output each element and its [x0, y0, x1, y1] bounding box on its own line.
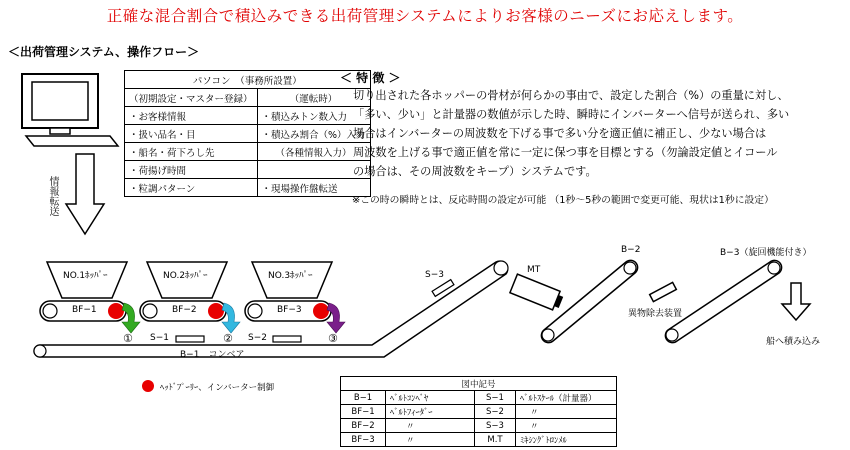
- feeder-label: BF−3: [277, 305, 302, 315]
- discharge-arrow-1: [122, 303, 140, 333]
- mixing-trommel: [510, 274, 565, 312]
- discharge-arrow-3: [327, 303, 345, 333]
- legend-cell: ﾍﾞﾙﾄｺﾝﾍﾞﾔ: [386, 391, 475, 405]
- feeder-label: BF−1: [72, 305, 97, 315]
- legend-cell: 〃: [386, 419, 475, 433]
- pc-table-cell: ・お客様情報: [125, 107, 258, 125]
- features-note: ※この時の瞬時とは、反応時間の設定が可能 （1秒～5秒の範囲で変更可能、現状は1秒に設定）: [352, 195, 774, 206]
- legend-cell: M.T: [475, 433, 516, 447]
- feeder-number: ①: [123, 332, 133, 345]
- discharge-arrow-2: [222, 303, 240, 333]
- legend-cell: 〃: [386, 433, 475, 447]
- pc-table-col2-header: （運転時）: [257, 89, 370, 107]
- head-pulley-2: [208, 303, 224, 319]
- info-transfer-label: 情報転送: [47, 176, 58, 216]
- feeder-label: BF−2: [172, 305, 197, 315]
- pc-table-cell: ・扱い品名・目: [125, 125, 258, 143]
- pc-table-cell: ・荷揚げ時間: [125, 161, 258, 179]
- legend-cell: BF−3: [341, 433, 386, 447]
- pc-table-cell: （各種情報入力）: [257, 143, 370, 161]
- ship-loading-label: 船へ積み込み: [766, 337, 821, 347]
- legend-cell: S−1: [475, 391, 516, 405]
- pc-table-cell: ・粒調パターン: [125, 179, 258, 197]
- hopper-label: NO.2ﾎｯﾊﾟｰ: [163, 271, 208, 281]
- legend-cell: ﾍﾞﾙﾄｽｹｰﾙ（計量器）: [516, 391, 617, 405]
- scale-label: S−3: [425, 270, 444, 280]
- foreign-matter-remover: [650, 282, 677, 301]
- scale-s1: [176, 336, 204, 342]
- pulley-legend-dot: [142, 380, 154, 392]
- b3-label: B−3（旋回機能付き）: [720, 248, 812, 258]
- legend-cell: 〃: [516, 419, 617, 433]
- hopper-label: NO.1ﾎｯﾊﾟｰ: [63, 271, 108, 281]
- legend-header: 図中記号: [341, 377, 617, 391]
- pc-table-cell: ・現場操作盤転送: [257, 179, 370, 197]
- page-title: 正確な混合割合で積込みできる出荷管理システムによりお客様のニーズにお応えします。: [106, 7, 744, 25]
- legend-cell: BF−2: [341, 419, 386, 433]
- legend-cell: ﾐｷｼﾝｸﾞﾄﾛﾝﾒﾙ: [516, 433, 617, 447]
- hopper-label: NO.3ﾎｯﾊﾟｰ: [268, 271, 313, 281]
- head-pulley-1: [108, 303, 124, 319]
- legend-cell: S−2: [475, 405, 516, 419]
- b2-label: B−2: [621, 245, 641, 255]
- scale-label: S−1: [150, 333, 169, 343]
- foreign-remover-label: 異物除去装置: [628, 309, 683, 319]
- features-line: 「多い、少い」と計量器の数値が示した時、瞬時にインバーターへ信号が送られ、多い: [353, 108, 790, 121]
- legend-cell: S−3: [475, 419, 516, 433]
- pc-table-col1-header: （初期設定・マスター登録）: [125, 89, 258, 107]
- pulley-legend-label: ﾍｯﾄﾞﾌﾟｰﾘｰ、インバーター制御: [160, 383, 275, 393]
- feeder-number: ③: [328, 332, 338, 345]
- ship-loading-arrow: [782, 283, 810, 320]
- features-line: 場合はインバーターの周波数を下げる事で多い分を適正値に補正し、少ない場合は: [353, 127, 767, 140]
- scale-s2: [273, 336, 301, 342]
- pc-table-cell: ・積込み割合（%）入力: [257, 125, 370, 143]
- legend-cell: BF−1: [341, 405, 386, 419]
- head-pulley-3: [313, 303, 329, 319]
- pc-table-header: パソコン （事務所設置）: [125, 71, 371, 89]
- legend-cell: B−1: [341, 391, 386, 405]
- pc-table-cell: ・船名・荷下ろし先: [125, 143, 258, 161]
- legend-cell: 〃: [516, 405, 617, 419]
- trommel-label: MT: [527, 265, 541, 275]
- feeder-number: ②: [223, 332, 233, 345]
- features-line: 切り出された各ホッパーの骨材が何らかの事由で、設定した割合（%）の重量に対し、: [353, 89, 789, 102]
- features-heading: ＜ 特 徴 ＞: [340, 71, 401, 85]
- pc-table-cell: ・積込みトン数入力: [257, 107, 370, 125]
- conveyor-label: B−1 コンベア: [180, 350, 245, 360]
- features-line: の場合は、その周波数をキープ）システムです。: [353, 165, 597, 178]
- scale-label: S−2: [248, 333, 267, 343]
- symbol-legend-table: [340, 376, 617, 447]
- features-line: 周波数を上げる事で適正値を常に一定に保つ事を目標とする（勿論設定値とイコール: [353, 146, 778, 159]
- conveyor-b3: [665, 260, 781, 342]
- section-subtitle: ＜出荷管理システム、操作フロー＞: [8, 45, 200, 59]
- legend-cell: ﾍﾞﾙﾄﾌｨｰﾀﾞｰ: [386, 405, 475, 419]
